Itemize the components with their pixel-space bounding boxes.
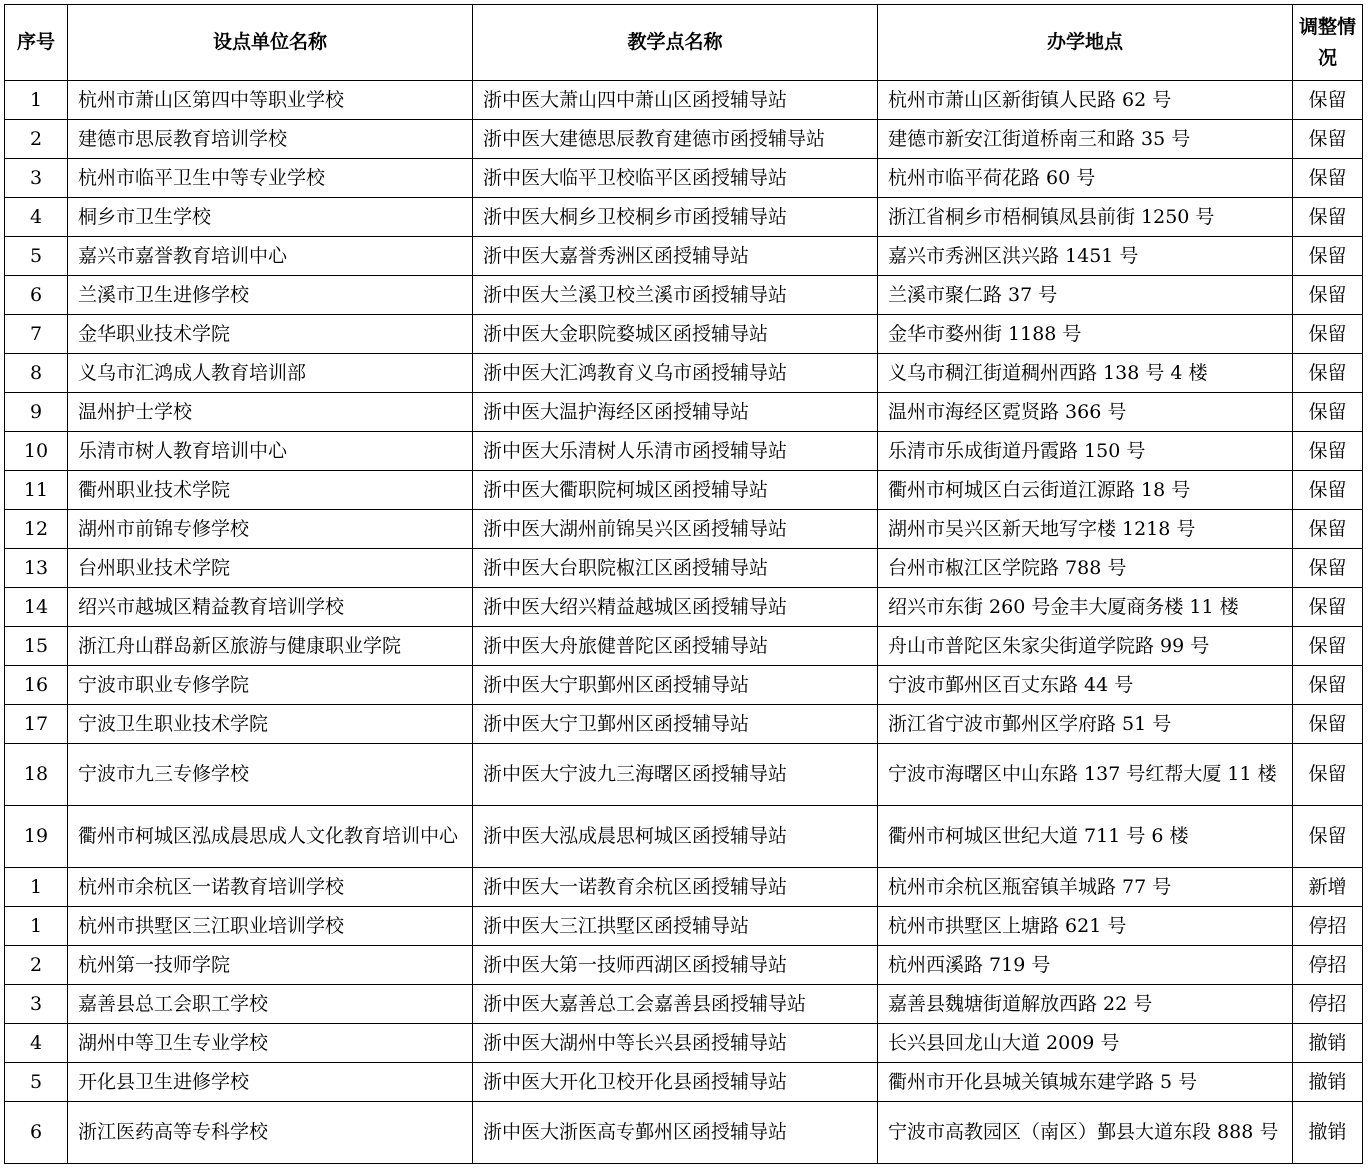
table-row <box>5 81 1363 120</box>
table-row <box>5 705 1363 744</box>
cell-status: 撤销 <box>1293 1063 1363 1102</box>
cell-unit: 湖州中等卫生专业学校 <box>68 1024 473 1063</box>
cell-seq: 19 <box>5 806 68 868</box>
cell-seq: 2 <box>5 120 68 159</box>
cell-unit: 湖州市前锦专修学校 <box>68 510 473 549</box>
cell-status: 保留 <box>1293 198 1363 237</box>
cell-seq: 12 <box>5 510 68 549</box>
header-point: 教学点名称 <box>473 5 878 81</box>
cell-status: 保留 <box>1293 393 1363 432</box>
cell-status: 保留 <box>1293 81 1363 120</box>
cell-status: 停招 <box>1293 907 1363 946</box>
cell-point: 浙中医大浙医高专鄞州区函授辅导站 <box>473 1102 878 1164</box>
table-row <box>5 588 1363 627</box>
table-header-row <box>5 5 1363 81</box>
cell-status: 保留 <box>1293 510 1363 549</box>
cell-point: 浙中医大宁波九三海曙区函授辅导站 <box>473 744 878 806</box>
cell-unit: 开化县卫生进修学校 <box>68 1063 473 1102</box>
cell-point: 浙中医大临平卫校临平区函授辅导站 <box>473 159 878 198</box>
cell-status: 保留 <box>1293 315 1363 354</box>
cell-status: 保留 <box>1293 666 1363 705</box>
cell-unit: 建德市思辰教育培训学校 <box>68 120 473 159</box>
cell-address: 舟山市普陀区朱家尖街道学院路 99 号 <box>878 627 1293 666</box>
cell-unit: 宁波卫生职业技术学院 <box>68 705 473 744</box>
cell-unit: 兰溪市卫生进修学校 <box>68 276 473 315</box>
cell-status: 撤销 <box>1293 1024 1363 1063</box>
cell-status: 撤销 <box>1293 1102 1363 1164</box>
header-unit: 设点单位名称 <box>68 5 473 81</box>
cell-point: 浙中医大泓成晨思柯城区函授辅导站 <box>473 806 878 868</box>
cell-address: 绍兴市东街 260 号金丰大厦商务楼 11 楼 <box>878 588 1293 627</box>
cell-address: 衢州市开化县城关镇城东建学路 5 号 <box>878 1063 1293 1102</box>
cell-point: 浙中医大汇鸿教育义乌市函授辅导站 <box>473 354 878 393</box>
cell-address: 宁波市海曙区中山东路 137 号红帮大厦 11 楼 <box>878 744 1293 806</box>
cell-address: 杭州市萧山区新街镇人民路 62 号 <box>878 81 1293 120</box>
cell-unit: 嘉善县总工会职工学校 <box>68 985 473 1024</box>
table-row <box>5 1063 1363 1102</box>
cell-address: 长兴县回龙山大道 2009 号 <box>878 1024 1293 1063</box>
cell-seq: 6 <box>5 1102 68 1164</box>
cell-point: 浙中医大桐乡卫校桐乡市函授辅导站 <box>473 198 878 237</box>
cell-unit: 金华职业技术学院 <box>68 315 473 354</box>
cell-status: 保留 <box>1293 705 1363 744</box>
table-row <box>5 946 1363 985</box>
cell-unit: 杭州市余杭区一诺教育培训学校 <box>68 868 473 907</box>
table-row <box>5 315 1363 354</box>
cell-point: 浙中医大嘉誉秀洲区函授辅导站 <box>473 237 878 276</box>
cell-point: 浙中医大湖州中等长兴县函授辅导站 <box>473 1024 878 1063</box>
cell-unit: 义乌市汇鸿成人教育培训部 <box>68 354 473 393</box>
cell-status: 停招 <box>1293 985 1363 1024</box>
cell-address: 嘉兴市秀洲区洪兴路 1451 号 <box>878 237 1293 276</box>
cell-status: 停招 <box>1293 946 1363 985</box>
table-row <box>5 237 1363 276</box>
cell-point: 浙中医大温护海经区函授辅导站 <box>473 393 878 432</box>
header-seq: 序号 <box>5 5 68 81</box>
cell-unit: 杭州市临平卫生中等专业学校 <box>68 159 473 198</box>
station-table <box>4 4 1363 1164</box>
cell-unit: 宁波市职业专修学院 <box>68 666 473 705</box>
cell-point: 浙中医大乐清树人乐清市函授辅导站 <box>473 432 878 471</box>
cell-address: 宁波市鄞州区百丈东路 44 号 <box>878 666 1293 705</box>
table-row <box>5 985 1363 1024</box>
cell-point: 浙中医大兰溪卫校兰溪市函授辅导站 <box>473 276 878 315</box>
table-row <box>5 198 1363 237</box>
table-row <box>5 354 1363 393</box>
cell-seq: 5 <box>5 237 68 276</box>
cell-point: 浙中医大湖州前锦吴兴区函授辅导站 <box>473 510 878 549</box>
cell-unit: 宁波市九三专修学校 <box>68 744 473 806</box>
cell-status: 保留 <box>1293 744 1363 806</box>
cell-address: 台州市椒江区学院路 788 号 <box>878 549 1293 588</box>
cell-status: 保留 <box>1293 159 1363 198</box>
cell-address: 宁波市高教园区（南区）鄞县大道东段 888 号 <box>878 1102 1293 1164</box>
cell-status: 保留 <box>1293 120 1363 159</box>
cell-address: 义乌市稠江街道稠州西路 138 号 4 楼 <box>878 354 1293 393</box>
cell-seq: 2 <box>5 946 68 985</box>
cell-status: 保留 <box>1293 549 1363 588</box>
cell-seq: 4 <box>5 1024 68 1063</box>
cell-unit: 温州护士学校 <box>68 393 473 432</box>
cell-point: 浙中医大衢职院柯城区函授辅导站 <box>473 471 878 510</box>
cell-seq: 3 <box>5 159 68 198</box>
cell-point: 浙中医大开化卫校开化县函授辅导站 <box>473 1063 878 1102</box>
cell-address: 浙江省宁波市鄞州区学府路 51 号 <box>878 705 1293 744</box>
header-status: 调整情况 <box>1293 5 1363 81</box>
cell-address: 杭州市临平荷花路 60 号 <box>878 159 1293 198</box>
cell-seq: 17 <box>5 705 68 744</box>
cell-point: 浙中医大宁卫鄞州区函授辅导站 <box>473 705 878 744</box>
cell-seq: 10 <box>5 432 68 471</box>
cell-seq: 1 <box>5 81 68 120</box>
cell-point: 浙中医大第一技师西湖区函授辅导站 <box>473 946 878 985</box>
cell-status: 保留 <box>1293 432 1363 471</box>
cell-seq: 14 <box>5 588 68 627</box>
cell-unit: 衢州市柯城区泓成晨思成人文化教育培训中心 <box>68 806 473 868</box>
cell-address: 杭州市余杭区瓶窑镇羊城路 77 号 <box>878 868 1293 907</box>
cell-unit: 浙江医药高等专科学校 <box>68 1102 473 1164</box>
cell-unit: 绍兴市越城区精益教育培训学校 <box>68 588 473 627</box>
cell-point: 浙中医大宁职鄞州区函授辅导站 <box>473 666 878 705</box>
cell-status: 保留 <box>1293 237 1363 276</box>
cell-address: 杭州西溪路 719 号 <box>878 946 1293 985</box>
cell-address: 乐清市乐成街道丹霞路 150 号 <box>878 432 1293 471</box>
cell-unit: 浙江舟山群岛新区旅游与健康职业学院 <box>68 627 473 666</box>
cell-unit: 杭州市拱墅区三江职业培训学校 <box>68 907 473 946</box>
table-row <box>5 432 1363 471</box>
cell-status: 保留 <box>1293 471 1363 510</box>
cell-status: 保留 <box>1293 588 1363 627</box>
table-row <box>5 393 1363 432</box>
table-row <box>5 627 1363 666</box>
cell-seq: 1 <box>5 868 68 907</box>
cell-status: 保留 <box>1293 806 1363 868</box>
cell-seq: 15 <box>5 627 68 666</box>
cell-address: 嘉善县魏塘街道解放西路 22 号 <box>878 985 1293 1024</box>
cell-seq: 9 <box>5 393 68 432</box>
cell-unit: 衢州职业技术学院 <box>68 471 473 510</box>
table-row <box>5 907 1363 946</box>
cell-unit: 桐乡市卫生学校 <box>68 198 473 237</box>
cell-unit: 杭州市萧山区第四中等职业学校 <box>68 81 473 120</box>
table-row <box>5 276 1363 315</box>
cell-seq: 4 <box>5 198 68 237</box>
cell-unit: 杭州第一技师学院 <box>68 946 473 985</box>
table-row <box>5 549 1363 588</box>
table-row <box>5 1102 1363 1164</box>
cell-seq: 5 <box>5 1063 68 1102</box>
cell-status: 保留 <box>1293 276 1363 315</box>
cell-address: 金华市婺州街 1188 号 <box>878 315 1293 354</box>
table-row <box>5 120 1363 159</box>
cell-address: 浙江省桐乡市梧桐镇凤县前街 1250 号 <box>878 198 1293 237</box>
cell-seq: 3 <box>5 985 68 1024</box>
cell-point: 浙中医大建德思辰教育建德市函授辅导站 <box>473 120 878 159</box>
cell-seq: 1 <box>5 907 68 946</box>
cell-point: 浙中医大嘉善总工会嘉善县函授辅导站 <box>473 985 878 1024</box>
table-body <box>5 81 1363 1164</box>
table-row <box>5 744 1363 806</box>
cell-status: 新增 <box>1293 868 1363 907</box>
cell-address: 湖州市吴兴区新天地写字楼 1218 号 <box>878 510 1293 549</box>
table-row <box>5 806 1363 868</box>
cell-point: 浙中医大绍兴精益越城区函授辅导站 <box>473 588 878 627</box>
cell-seq: 13 <box>5 549 68 588</box>
cell-seq: 6 <box>5 276 68 315</box>
table-row <box>5 159 1363 198</box>
table-row <box>5 510 1363 549</box>
cell-address: 兰溪市聚仁路 37 号 <box>878 276 1293 315</box>
table-row <box>5 471 1363 510</box>
cell-point: 浙中医大台职院椒江区函授辅导站 <box>473 549 878 588</box>
cell-address: 衢州市柯城区世纪大道 711 号 6 楼 <box>878 806 1293 868</box>
cell-unit: 嘉兴市嘉誉教育培训中心 <box>68 237 473 276</box>
cell-seq: 8 <box>5 354 68 393</box>
cell-address: 衢州市柯城区白云街道江源路 18 号 <box>878 471 1293 510</box>
cell-address: 建德市新安江街道桥南三和路 35 号 <box>878 120 1293 159</box>
cell-seq: 11 <box>5 471 68 510</box>
header-address: 办学地点 <box>878 5 1293 81</box>
cell-status: 保留 <box>1293 354 1363 393</box>
cell-seq: 18 <box>5 744 68 806</box>
cell-unit: 乐清市树人教育培训中心 <box>68 432 473 471</box>
cell-status: 保留 <box>1293 627 1363 666</box>
cell-point: 浙中医大萧山四中萧山区函授辅导站 <box>473 81 878 120</box>
cell-point: 浙中医大金职院婺城区函授辅导站 <box>473 315 878 354</box>
cell-point: 浙中医大三江拱墅区函授辅导站 <box>473 907 878 946</box>
cell-seq: 7 <box>5 315 68 354</box>
cell-address: 杭州市拱墅区上塘路 621 号 <box>878 907 1293 946</box>
table-row <box>5 1024 1363 1063</box>
cell-seq: 16 <box>5 666 68 705</box>
table-row <box>5 868 1363 907</box>
cell-address: 温州市海经区霓贤路 366 号 <box>878 393 1293 432</box>
cell-point: 浙中医大一诺教育余杭区函授辅导站 <box>473 868 878 907</box>
cell-unit: 台州职业技术学院 <box>68 549 473 588</box>
table-row <box>5 666 1363 705</box>
cell-point: 浙中医大舟旅健普陀区函授辅导站 <box>473 627 878 666</box>
